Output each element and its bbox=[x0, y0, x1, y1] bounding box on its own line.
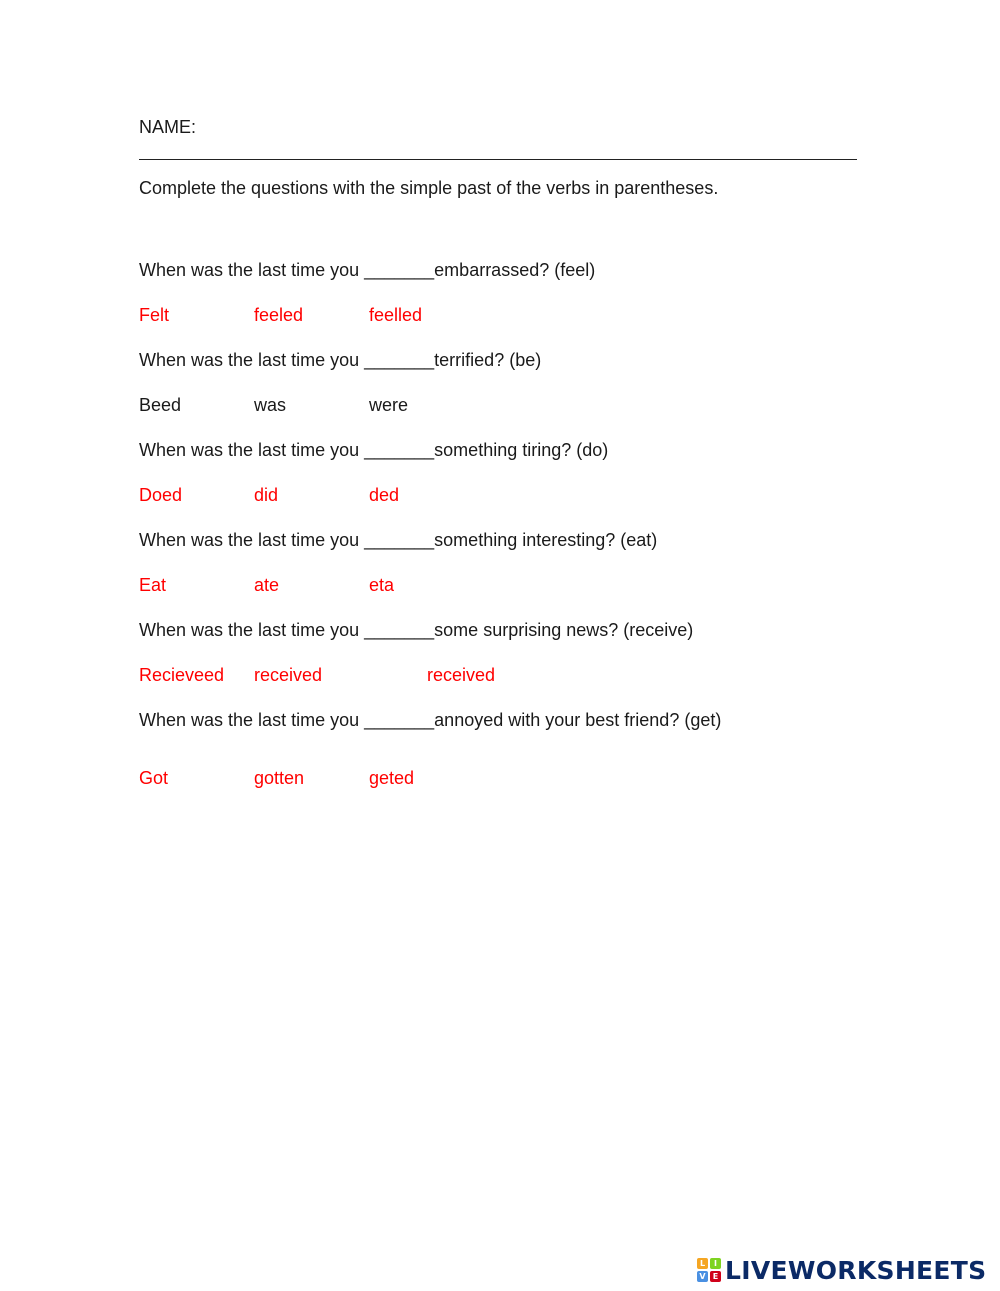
option-3a[interactable]: Doed bbox=[139, 485, 183, 505]
option-3c[interactable]: ded bbox=[369, 485, 400, 505]
option-2b[interactable]: was bbox=[254, 395, 287, 415]
option-5b[interactable]: received bbox=[254, 665, 323, 685]
logo-letter-v: V bbox=[697, 1271, 708, 1282]
logo-blocks-icon bbox=[697, 1258, 721, 1282]
question-3: When was the last time you _______something tiring? (do) bbox=[139, 440, 609, 460]
option-1a[interactable]: Felt bbox=[139, 305, 170, 325]
option-5a[interactable]: Recieveed bbox=[139, 665, 225, 685]
name-line[interactable] bbox=[139, 159, 857, 160]
option-2c[interactable]: were bbox=[369, 395, 409, 415]
logo-text: LIVEWORKSHEETS bbox=[725, 1255, 987, 1285]
option-6a[interactable]: Got bbox=[139, 768, 169, 788]
question-1: When was the last time you _______embarrassed? (feel) bbox=[139, 260, 596, 280]
logo-letter-l: L bbox=[697, 1258, 708, 1269]
logo-letter-e: E bbox=[710, 1271, 721, 1282]
option-1b[interactable]: feeled bbox=[254, 305, 304, 325]
option-6b[interactable]: gotten bbox=[254, 768, 305, 788]
option-1c[interactable]: feelled bbox=[369, 305, 423, 325]
option-4b[interactable]: ate bbox=[254, 575, 280, 595]
option-2a[interactable]: Beed bbox=[139, 395, 182, 415]
option-6c[interactable]: geted bbox=[369, 768, 415, 788]
question-5: When was the last time you _______some surprising news? (receive) bbox=[139, 620, 694, 640]
option-3b[interactable]: did bbox=[254, 485, 279, 505]
question-6: When was the last time you _______annoyed with your best friend? (get) bbox=[139, 710, 722, 730]
option-5c[interactable]: received bbox=[427, 665, 496, 685]
instructions: Complete the questions with the simple past of the verbs in parentheses. bbox=[139, 178, 719, 198]
option-4a[interactable]: Eat bbox=[139, 575, 167, 595]
option-4c[interactable]: eta bbox=[369, 575, 395, 595]
liveworksheets-logo bbox=[697, 1254, 986, 1286]
question-2: When was the last time you _______terrified? (be) bbox=[139, 350, 542, 370]
name-label: NAME: bbox=[139, 117, 197, 137]
question-4: When was the last time you _______something interesting? (eat) bbox=[139, 530, 658, 550]
logo-letter-i: I bbox=[710, 1258, 721, 1269]
